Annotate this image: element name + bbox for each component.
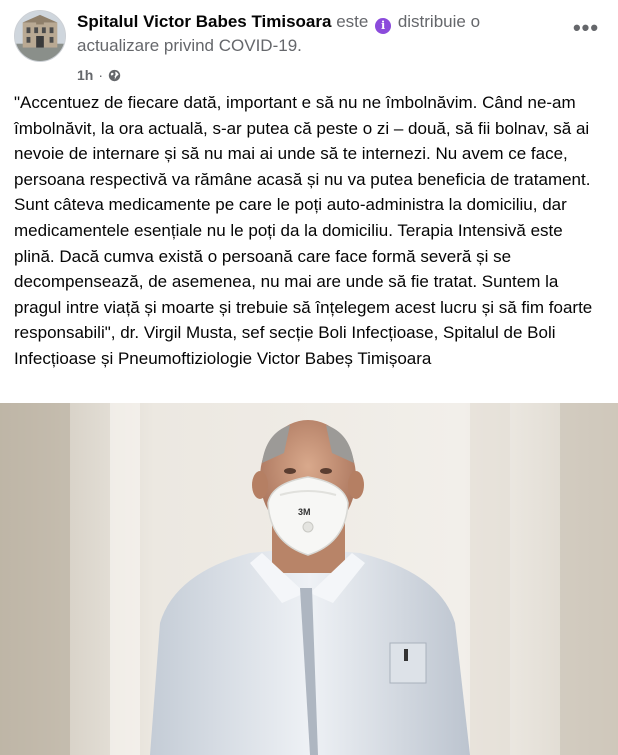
more-options-button[interactable] [568,16,604,40]
post-body: "Accentuez de fiecare dată, important e să nu ne îmbolnăvim. Când ne-am îmbolnăvit, la ora actuală, s-ar putea că peste o zi – două, să fii bolnav, să ai nevoie de internare și să nu mai ai unde să te internezi. Nu avem ce face, persoana respectivă va rămâne acasă și nu va putea beneficia de tratament. Sunt câteva medicamente pe care le poți auto-administra la domiciliu, dar medicamentele esențiale nu le poți da la domiciliu. Terapia Intensivă este plină. Dacă cumva există o persoană care face formă severă și se decompensează, de asemenea, nu mai are unde să fie tratat. Suntem la pragul intre viață și moarte și trebuie să înțelegem acest lucru și să fim foarte responsabili", dr. Virgil Musta, sef secție Boli Infecțioase, Spitalul de Boli Infecțioase și Pneumoftiziologie Victor Babeș Timișoara [14,93,593,368]
doctor-photo [0,403,618,755]
post-headline [77,10,537,58]
page-avatar[interactable] [14,10,66,62]
post-subline [77,66,537,84]
activity-prefix: este [336,12,369,31]
post-header [14,10,604,83]
post-timestamp[interactable]: 1h [77,67,94,83]
info-icon: i [375,18,391,34]
post-meta [77,10,537,84]
globe-icon [108,69,121,82]
mask-label: 3M [298,507,311,517]
hospital-building-icon [15,11,65,61]
activity-text: distribuie o actualizare privind COVID-19. [77,12,481,55]
more-options-icon: ••• [572,15,600,40]
separator-dot: · [98,67,104,83]
author-name[interactable]: Spitalul Victor Babes Timisoara [77,12,332,31]
post-photo[interactable] [0,403,618,755]
